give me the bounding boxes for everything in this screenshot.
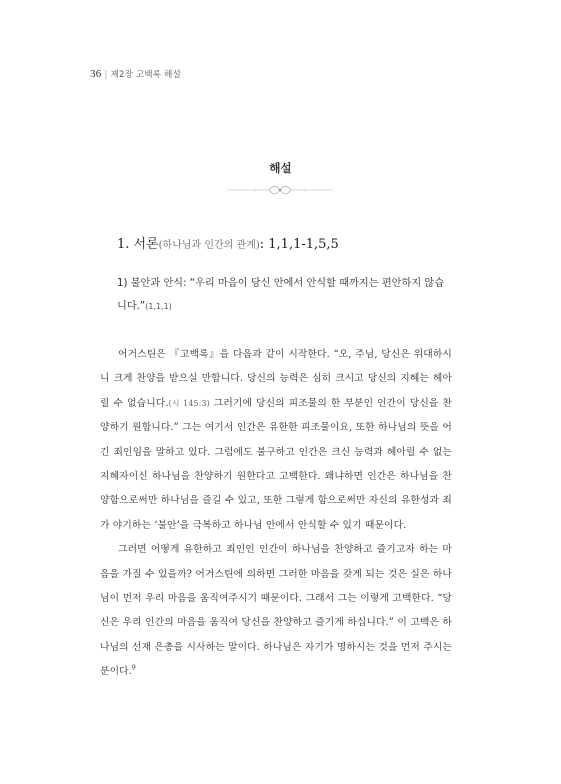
- running-header: [90, 68, 181, 80]
- subsection-heading: [117, 272, 452, 318]
- section-heading-main: 1. 서론: [117, 237, 159, 252]
- paragraph-1: [100, 343, 452, 538]
- subsection-reference: (1,1,1): [145, 302, 172, 311]
- page-number: 36: [90, 68, 102, 80]
- body-text: [100, 343, 452, 685]
- section-heading-reference: : 1,1,1-1,5,5: [259, 237, 339, 252]
- paragraph-2-text: 그러면 어떻게 유한하고 죄인인 인간이 하나님을 찬양하고 즐기고자 하는 마음을 가질 수 있을까? 어거스틴에 의하면 그러한 마음을 갖게 되는 것은 실은 하나님이 먼저 우리 마음을 움직여주시기 때문이다. 그래서 그는 이렇게 고백한다. “당신은 우리 인간의 마음을 움직여 당신을 찬양하고 즐기게 하십니다.” 이 고백은 하나님의 선재 은총을 시사하는 말이다. 하나님은 자기가 명하시는 것을 먼저 주시는 분이다.: [100, 544, 452, 678]
- paragraph-2: [100, 538, 452, 684]
- paragraph-1-part-2: 그러기에 당신의 피조물의 한 부분인 인간이 당신을 찬양하기 원합니다.” 그는 여기서 인간은 유한한 피조물이요, 또한 하나님의 뜻을 어긴 죄인임을 말하고 있다. 그럼에도 불구하고 인간은 크신 능력과 헤아릴 수 없는 지혜자이신 하나님을 찬양하기 원한다고 고백한다. 왜냐하면 인간은 하나님을 찬양함으로써만 하나님을 즐길 수 있고, 또한 그렇게 함으로써만 자신의 유한성과 죄가 야기하는 ‘불안’을 극복하고 하나님 안에서 안식할 수 있기 때문이다.: [100, 397, 453, 531]
- section-heading: [117, 233, 339, 252]
- section-title: 해설: [269, 161, 292, 175]
- footnote-marker: 9: [131, 665, 136, 673]
- section-heading-subtitle: (하나님과 인간의 관계): [158, 240, 260, 251]
- chapter-title: 제2장 고백록 해설: [110, 70, 181, 80]
- decorative-divider-icon: [225, 183, 335, 197]
- header-separator: |: [104, 70, 108, 80]
- paragraph-1-part-1: 어거스틴은 『고백록』을 다음과 같이 시작한다. “오, 주님, 당신은 위대하시니 크게 찬양을 받으실 만합니다. 당신의 능력은 심히 크시고 당신의 지혜는 헤아릴 수 없습니다.: [100, 349, 452, 409]
- subsection-text: 1) 불안과 안식: “우리 마음이 당신 안에서 안식할 때까지는 편안하지 않습니다.”: [117, 278, 445, 312]
- scripture-reference: (시 145:3): [168, 398, 210, 408]
